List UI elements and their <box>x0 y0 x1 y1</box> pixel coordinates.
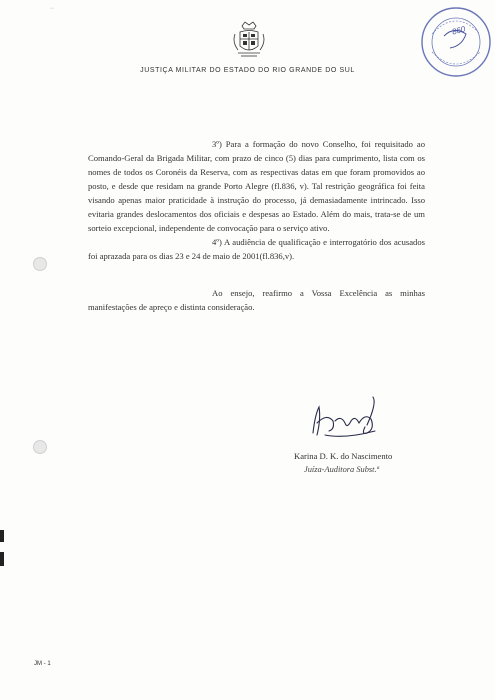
punch-hole <box>33 257 47 271</box>
institution-title: JUSTIÇA MILITAR DO ESTADO DO RIO GRANDE DO SUL <box>140 67 355 74</box>
coat-of-arms-icon <box>232 20 266 60</box>
scan-speck: ·· <box>50 6 54 12</box>
scan-edge-mark <box>0 552 4 566</box>
closing-paragraph: Ao ensejo, reafirmo a Vossa Excelência as minhas manifestações de apreço e distinta consideração. <box>88 288 425 312</box>
form-code: JM - 1 <box>34 661 51 667</box>
signatory-role: Juíza-Auditora Subst.ª <box>304 465 379 474</box>
court-seal-stamp-icon <box>418 4 494 80</box>
signatory-name: Karina D. K. do Nascimento <box>294 451 393 461</box>
scan-edge-mark <box>0 530 4 542</box>
paragraph-item-4: 4º) A audiência de qualificação e interrogatório dos acusados foi aprazada para os dias 23 e 24 de maio de 2001(fl.836,v). <box>88 237 425 261</box>
letter-body <box>88 137 425 314</box>
handwritten-signature-icon <box>305 395 385 443</box>
seal-page-number: 860 <box>451 24 467 37</box>
paragraph-item-3: 3º) Para a formação do novo Conselho, foi requisitado ao Comando-Geral da Brigada Militar, com prazo de cinco (5) dias para cumprimento, lista com os nomes de todos os Coronéis da Reserva, com as respectivas datas em que foram promovidos ao posto, e desde que residam na grande Porto Alegre (fl.836, v). Tal restrição geográfica foi feita visando apenas maior praticidade à instrução do processo, já demasiadamente intrincado. Isso evitaria grandes deslocamentos dos oficiais e despesas ao Estado. Além do mais, trata-se de um sorteio excepcional, independente de convocação para o serviço ativo. <box>88 139 425 233</box>
punch-hole <box>33 440 47 454</box>
